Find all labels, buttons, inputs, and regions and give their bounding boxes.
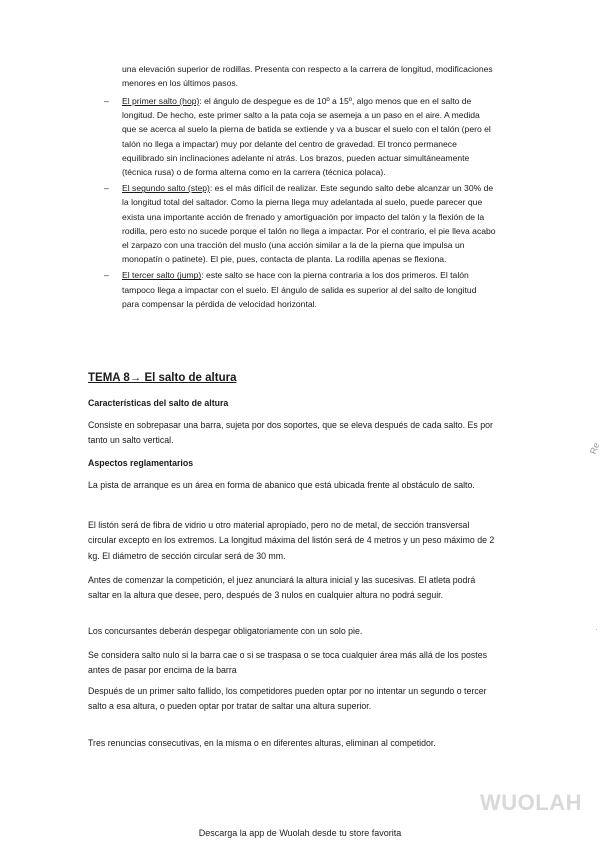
footer-download-text: Descarga la app de Wuolah desde tu store favorita (198, 828, 402, 838)
paragraph-heights: Antes de comenzar la competición, el juez anunciará la altura inicial y las sucesivas. El atleta podrá saltar en la altura que desee, pero, después de 3 nulos en cualquier altura no podrá seguir. (88, 575, 476, 601)
bullet-dash: – (104, 270, 109, 281)
paragraph-runway: La pista de arranque es un área en forma de abanico que está ubicada frente al obstáculo de salto. (88, 480, 475, 490)
bullet-term: El primer salto (hop) (122, 96, 200, 106)
bullet-dash: – (104, 96, 109, 106)
continuation-paragraph: una elevación superior de rodillas. Presenta con respecto a la carrera de longitud, modificaciones menores en los últimos pasos. (122, 64, 493, 89)
bullet-text: : el ángulo de despegue es de 10º a 15º, algo menos que en el salto de longitud. De hecho, este primer salto a la pata coja se asemeja a un paso en el aire. A medida que se acerca al suelo la pierna de batida se extiende y va a buscar el suelo con el talón (pero el talón no llega a impactar) muy por delante del centro de gravedad. El tronco permanece equilibrado sin inclinaciones adelante ni atrás. Los brazos, pueden actuar simultáneamente (técnica rusa) o de forma alterna como en la carrera (técnica polaca). (122, 96, 491, 178)
side-margin-text: Re (588, 441, 601, 456)
list-item-step (104, 181, 496, 266)
bullet-dash: – (104, 183, 109, 194)
side-margin-dot: · (595, 625, 598, 634)
bullet-text: : este salto se hace con la pierna contraria a los dos primeros. El talón tampoco llega a impactar con el suelo. El ángulo de salida es superior al del salto de longitud para compensar la pérdida de velocidad horizontal. (122, 270, 477, 309)
bullet-text: : es el más difícil de realizar. Este segundo salto debe alcanzar un 30% de la longitud total del saltador. Como la pierna llega muy adelantada al suelo, puede parecer que exista una importante acción de frenado y amortiguación por impacto del talón y la flexión de la rodilla, pero esto no sucede porque el talón no llega a impactar. Por el contrario, el pie lleva acabo el zarpazo con una tracción del muslo (una acción similar a la de la pierna que impulsa un monopatín o patinete). El pie, pues, contacta de planta. La rodilla apenas se flexiona. (122, 183, 496, 265)
bullet-term: El tercer salto (jump) (122, 270, 202, 281)
bullet-term: El segundo salto (step) (122, 183, 210, 194)
paragraph-elimination: Tres renuncias consecutivas, en la misma o en diferentes alturas, eliminan al competidor. (88, 738, 436, 748)
paragraph-foul: Se considera salto nulo si la barra cae o si se traspasa o se toca cualquier área más allá de los postes antes de pasar por encima de la barra (88, 650, 488, 676)
paragraph-passing: Después de un primer salto fallido, los competidores pueden optar por no intentar un segundo o tercer salto a esa altura, o pueden optar por tratar de saltar una altura superior. (88, 686, 487, 712)
paragraph-bar: El listón será de fibra de vidrio u otro material apropiado, pero no de metal, de sección transversal circular excepto en los extremos. La longitud máxima del listón será de 4 metros y un peso máximo de 2 kg. El diámetro de sección circular será de 30 mm. (88, 520, 495, 561)
list-item-hop (104, 94, 496, 179)
section-title: TEMA 8→ El salto de altura (88, 372, 237, 384)
paragraph-characteristics: Consiste en sobrepasar una barra, sujeta por dos soportes, que se eleva después de cada salto. Es por tanto un salto vertical. (88, 420, 493, 446)
wuolah-watermark-logo: WUOLAH (480, 790, 582, 815)
list-item-jump (104, 268, 496, 311)
subheading-regulations: Aspectos reglamentarios (88, 458, 194, 468)
subheading-characteristics: Características del salto de altura (88, 398, 229, 408)
jump-phases-list (104, 94, 496, 313)
paragraph-takeoff: Los concursantes deberán despegar obligatoriamente con un solo pie. (88, 626, 363, 636)
